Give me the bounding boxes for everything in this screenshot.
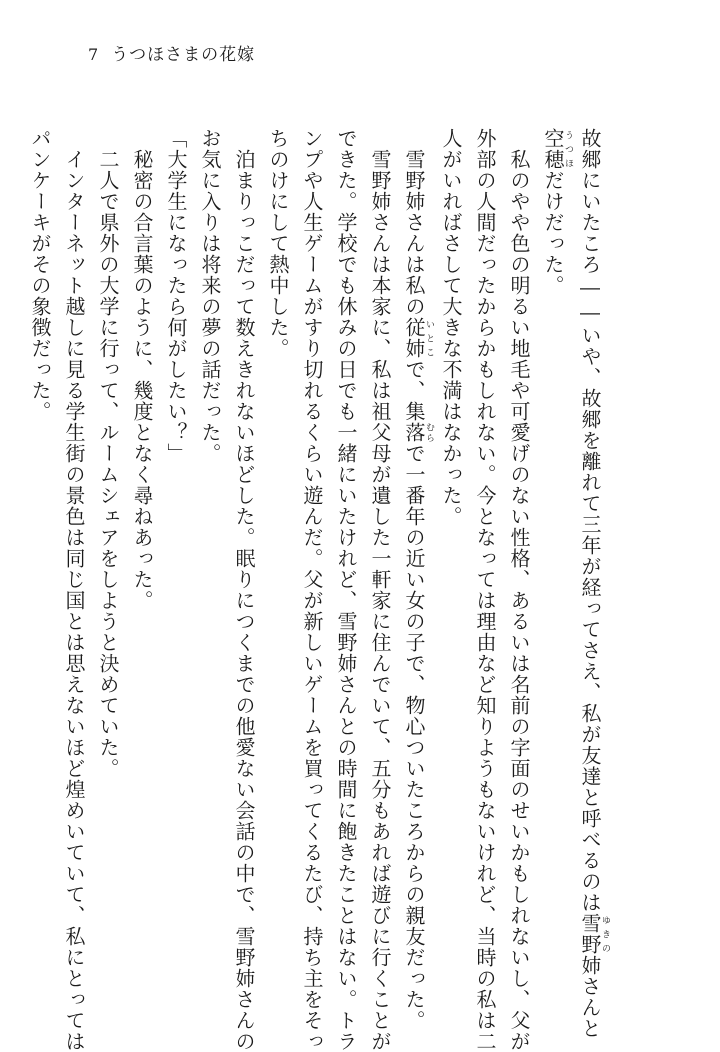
text-segment: で一番年の近い女の子で、物心ついたころからの親友だった。 (402, 443, 426, 1031)
text-segment: 人がいればさして大きな不満はなかった。 (439, 128, 463, 527)
text-segment: インターネット越しに見る学生街の景色は同じ国とは思えないほど煌めいていて、私にとっては (62, 128, 86, 1052)
text-line (57, 128, 91, 1052)
ruby-annotation (402, 317, 434, 359)
text-segment: で、集 (402, 359, 426, 422)
body-text (28, 128, 610, 1052)
text-line (573, 128, 610, 1039)
text-segment: ンプや人生ゲームがすり切れるくらい遊んだ。父が新しいゲームを買ってくるたび、持ち主をそっ (300, 128, 324, 1052)
text-segment: できた。学校でも休みの日でも一緒にいたけれど、雪野姉さんとの時間に飽きたことはない。トラ (334, 128, 358, 1052)
ruby-text: いとこ (424, 317, 434, 359)
text-line (468, 128, 502, 1052)
book-title: うつほさまの花嫁 (111, 45, 256, 65)
ruby-base: 従姉 (402, 317, 426, 359)
ruby-text: むら (424, 422, 434, 443)
text-segment: パンケーキがその象徴だった。 (28, 128, 52, 422)
text-segment: 雪野姉さんは本家に、私は祖父母が遺した一軒家に住んでいて、五分もあれば遊びに行くことが (368, 128, 392, 1052)
text-line (125, 128, 159, 968)
text-line (363, 128, 397, 1052)
text-segment: 二人で県外の大学に行って、ルームシェアをしようと決めていた。 (96, 128, 120, 779)
text-segment: 雪野姉さんは私の (402, 128, 426, 317)
ruby-annotation (541, 128, 573, 170)
text-line (434, 128, 468, 968)
text-segment: 私のやや色の明るい地毛や可愛げのない性格、あるいは名前の字面のせいかもしれないし、父が (507, 128, 531, 1052)
text-segment: 秘密の合言葉のように、幾度となく尋ねあった。 (130, 128, 154, 611)
ruby-base: 空穂 (541, 128, 565, 170)
text-line (502, 128, 536, 1052)
text-line (397, 128, 434, 1031)
text-segment: 泊まりっこだって数えきれないほどした。眠りにつくまでの他愛ない会話の中で、雪野姉さんの (232, 128, 256, 1052)
ruby-text: うつほ (563, 128, 573, 170)
ruby-base: 雪野 (578, 913, 602, 955)
text-segment: だけだった。 (541, 170, 565, 296)
text-line (329, 128, 363, 1052)
text-segment: 外部の人間だったからかもしれない。今となっては理由など知りようもないけれど、当時の私は二 (473, 128, 497, 1052)
text-segment: お気に入りは将来の夢の話だった。 (198, 128, 222, 464)
text-segment: 故郷にいたころ――いや、故郷を離れて三年が経ってさえ、私が友達と呼べるのは (578, 128, 602, 913)
text-line (91, 128, 125, 968)
text-segment: 姉さんと (578, 955, 602, 1039)
ruby-text: ゆきの (600, 913, 610, 955)
text-line (159, 128, 193, 968)
ruby-annotation (402, 422, 434, 443)
text-line (193, 128, 227, 968)
text-segment: ちのけにして熱中した。 (266, 128, 290, 359)
text-line (261, 128, 295, 968)
text-line (23, 128, 57, 968)
page-number: 7 (88, 45, 100, 64)
ruby-annotation (578, 913, 610, 955)
text-line (536, 128, 573, 968)
text-line (295, 128, 329, 1052)
text-segment: 「大学生になったら何がしたい？」 (164, 128, 188, 464)
text-line (227, 128, 261, 1052)
ruby-base: 落 (402, 422, 426, 443)
running-head (88, 40, 255, 65)
